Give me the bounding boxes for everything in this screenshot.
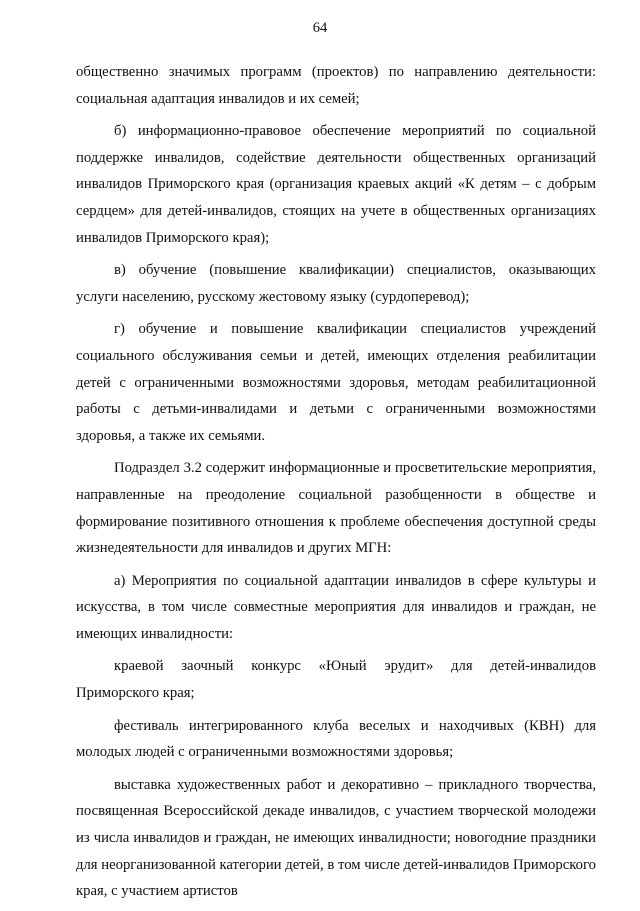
paragraph-item-a: а) Мероприятия по социальной адаптации инвалидов в сфере культуры и искусства, в том числе совместные мероприятия для инвалидов и граждан, не имеющих инвалидности: [76, 572, 596, 642]
paragraph-continuation: общественно значимых программ (проектов) по направлению деятельности: социальная адаптация инвалидов и их семей; [76, 64, 596, 107]
paragraph-subsection-3-2: Подраздел 3.2 содержит информационные и просветительские мероприятия, направленные на преодоление социальной разобщенности в обществе и формирование позитивного отношения к проблеме обеспечения доступной среды жизнедеятельности для инвалидов и других МГН: [76, 460, 596, 557]
page-number: 64 [312, 20, 328, 36]
paragraph-item-g: г) обучение и повышение квалификации специалистов учреждений социального обслуживания семьи и детей, имеющих отделения реабилитации детей с ограниченными возможностями здоровья, методам реабилитационной работы с детьми-инвалидами и детьми с ограниченными возможностями здоровья, а также их семьями. [76, 321, 596, 444]
paragraph-kvn-festival: фестиваль интегрированного клуба веселых и находчивых (КВН) для молодых людей с ограниченными возможностями здоровья; [76, 717, 596, 761]
document-body [76, 59, 596, 911]
paragraph-contest: краевой заочный конкурс «Юный эрудит» для детей-инвалидов Приморского края; [76, 658, 596, 702]
paragraph-exhibition: выставка художественных работ и декоративно – прикладного творчества, посвященная Всероссийской декаде инвалидов, с участием творческой молодежи из числа инвалидов и граждан, не имеющих инвалидности; новогодние праздники для неорганизованной категории детей, в том числе детей-инвалидов Приморского края, с участием артистов [76, 776, 596, 900]
paragraph-item-v: в) обучение (повышение квалификации) специалистов, оказывающих услуги населению, русскому жестовому языку (сурдоперевод); [76, 262, 596, 305]
paragraph-item-b: б) информационно-правовое обеспечение мероприятий по социальной поддержке инвалидов, содействие деятельности общественных организаций инвалидов Приморского края (организация краевых акций «К детям – с добрым сердцем» для детей-инвалидов, стоящих на учете в общественных организациях инвалидов Приморского края); [76, 123, 596, 246]
